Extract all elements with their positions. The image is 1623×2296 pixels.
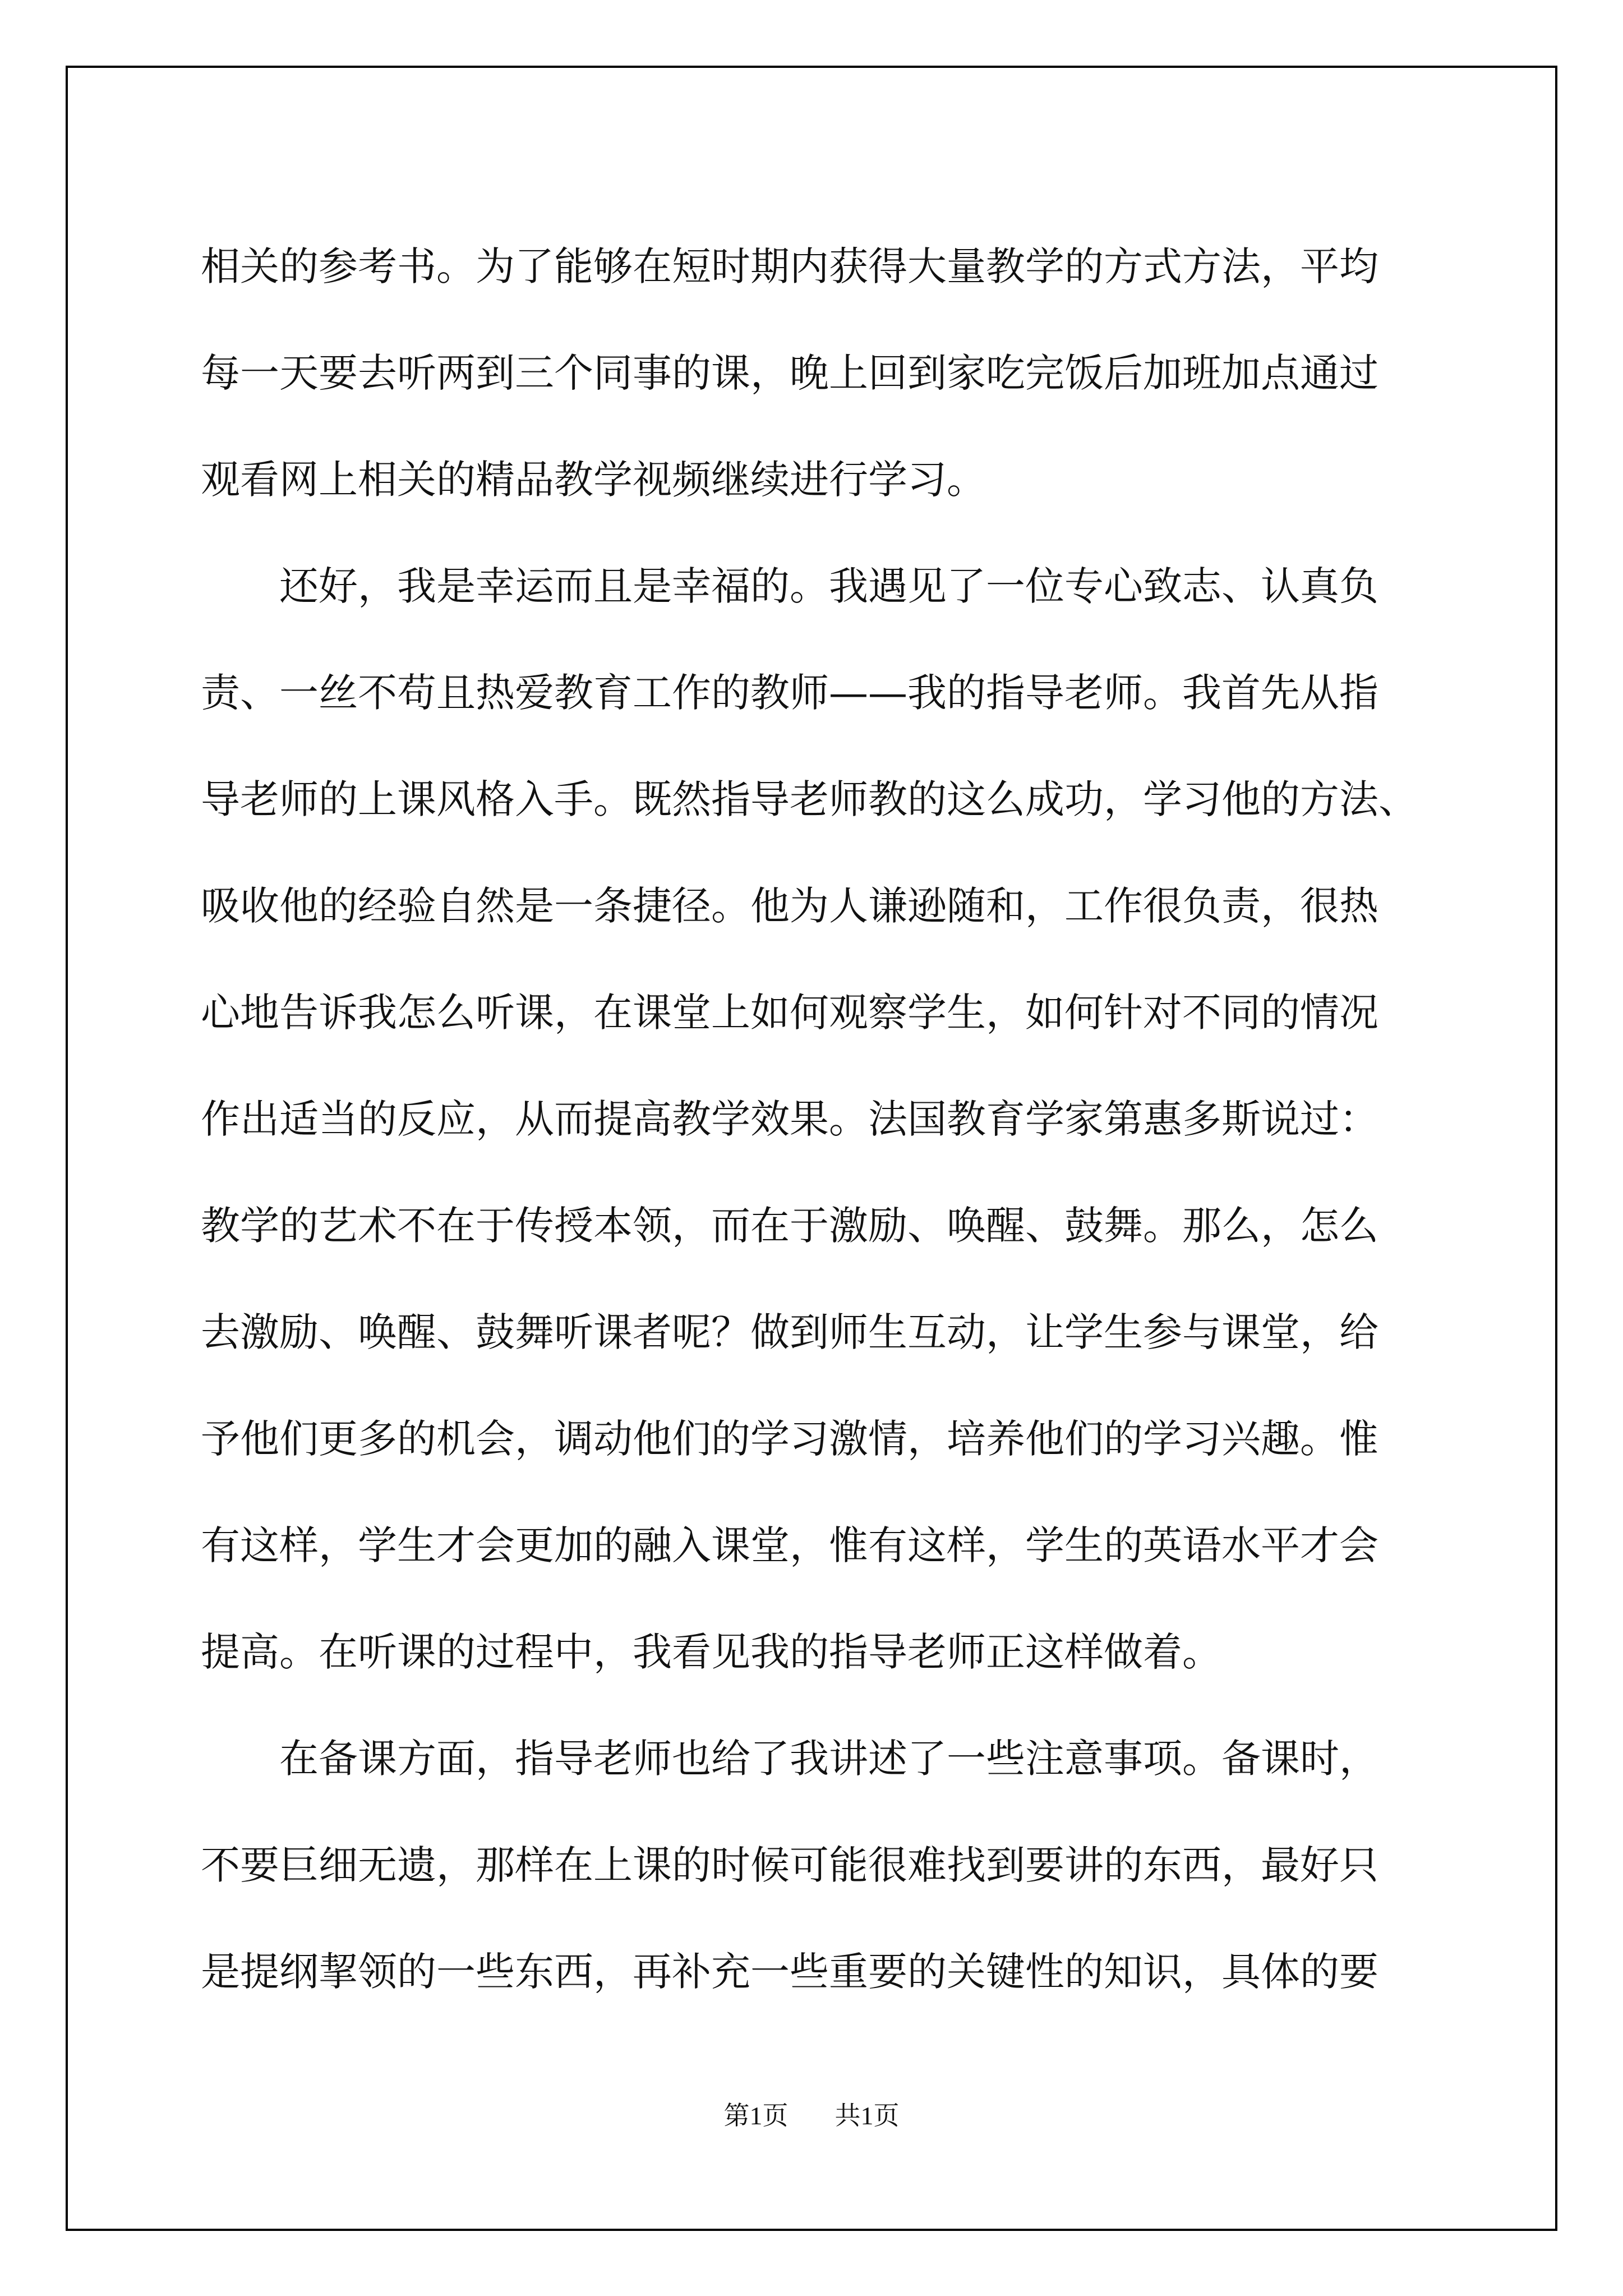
page-total: 共1页 [834, 2101, 900, 2130]
page-number: 第1页 [723, 2101, 789, 2130]
text-line: 导老师的上课风格入手。既然指导老师教的这么成功，学习他的方法、 [201, 776, 1418, 822]
text-line: 予他们更多的机会，调动他们的学习激情，培养他们的学习兴趣。惟 [201, 1416, 1378, 1462]
text-line: 是提纲挈领的一些东西，再补充一些重要的关键性的知识，具体的要 [201, 1949, 1378, 1995]
text-line: 提高。在听课的过程中，我看见我的指导老师正这样做着。 [201, 1629, 1221, 1675]
page-footer [0, 2095, 1623, 2132]
text-line: 不要巨细无遗，那样在上课的时候可能很难找到要讲的东西，最好只 [201, 1842, 1378, 1888]
document-body [201, 213, 1451, 2025]
text-line: 每一天要去听两到三个同事的课，晚上回到家吃完饭后加班加点通过 [201, 350, 1378, 396]
text-line: 教学的艺术不在于传授本领，而在于激励、唤醒、鼓舞。那么，怎么 [201, 1203, 1378, 1249]
text-line: 相关的参考书。为了能够在短时期内获得大量教学的方式方法，平均 [201, 243, 1378, 289]
text-line: 吸收他的经验自然是一条捷径。他为人谦逊随和，工作很负责，很热 [201, 883, 1378, 929]
text-line: 观看网上相关的精品教学视频继续进行学习。 [201, 457, 986, 503]
text-line: 有这样，学生才会更加的融入课堂，惟有这样，学生的英语水平才会 [201, 1522, 1378, 1568]
text-line: 在备课方面，指导老师也给了我讲述了一些注意事项。备课时， [201, 1736, 1378, 1782]
text-line: 去激励、唤醒、鼓舞听课者呢？做到师生互动，让学生参与课堂，给 [201, 1309, 1378, 1355]
text-line: 责、一丝不苟且热爱教育工作的教师——我的指导老师。我首先从指 [201, 670, 1378, 716]
text-line: 心地告诉我怎么听课，在课堂上如何观察学生，如何针对不同的情况 [201, 990, 1378, 1036]
text-line: 还好，我是幸运而且是幸福的。我遇见了一位专心致志、认真负 [201, 563, 1378, 609]
text-line: 作出适当的反应，从而提高教学效果。法国教育学家第惠多斯说过： [201, 1096, 1378, 1142]
